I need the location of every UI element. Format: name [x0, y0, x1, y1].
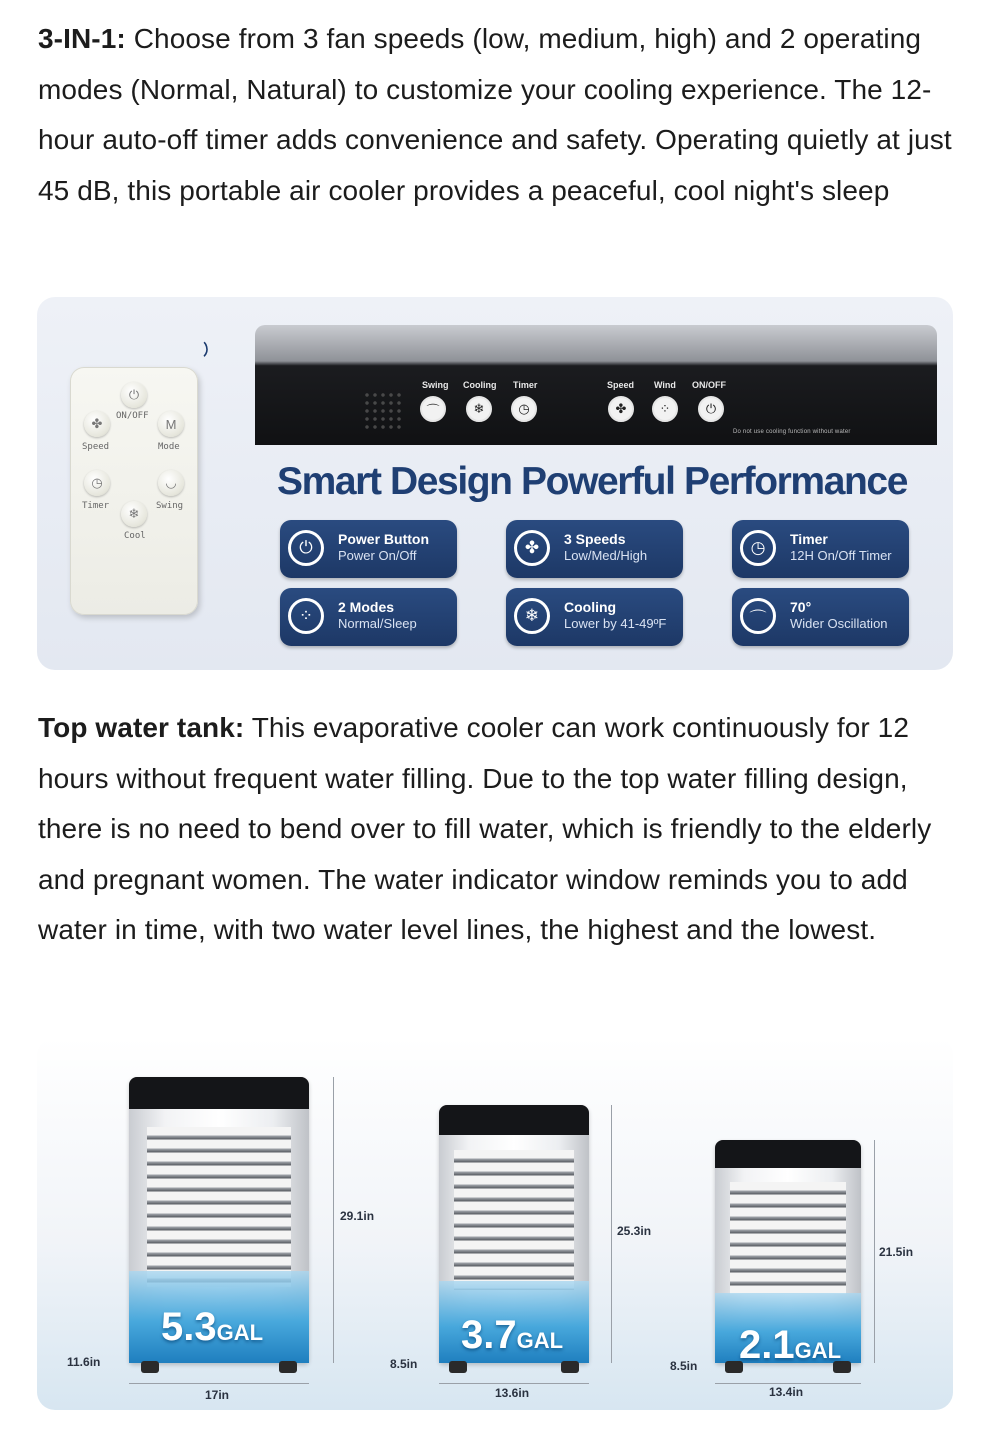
feature-description-water-tank	[38, 703, 958, 956]
feature-pill-modes	[280, 588, 457, 646]
snowflake-icon: ❄	[466, 396, 492, 422]
feature-pill-title: 3 Speeds	[564, 531, 626, 547]
remote-label-cool: Cool	[124, 531, 146, 541]
feature-text-3in1: Choose from 3 fan speeds (low, medium, high) and 2 operating modes (Normal, Natural) to customize your cooling experience. The 12-hour auto-off timer adds convenience and safety. Operating quietly at just 45 dB, this portable air cooler provides a peaceful, cool night's sleep	[38, 23, 952, 206]
remote-label-mode: Mode	[158, 442, 180, 452]
height-line-large	[333, 1077, 334, 1363]
remote-label-timer: Timer	[82, 501, 110, 511]
remote-speed-button-icon: ✤	[84, 411, 110, 437]
feature-pill-title: 2 Modes	[338, 599, 395, 615]
height-line-small	[874, 1140, 875, 1363]
feature-pill-title: 70°	[790, 599, 812, 615]
height-label-large: 29.1in	[340, 1209, 375, 1223]
feature-text-water-tank: This evaporative cooler can work continuously for 12 hours without frequent water filling. Due to the top water filling design, there is no need to bend over to fill water, which is friendly to the elderly and pregnant women. The water indicator window reminds you to add water in time, with two water level lines, the highest and the lowest.	[38, 712, 932, 945]
snowflake-icon: ❄	[514, 598, 550, 634]
capacity-label-large: 5.3GAL	[161, 1305, 264, 1349]
fan-icon: ✤	[608, 396, 634, 422]
depth-label-small: 8.5in	[670, 1359, 698, 1373]
control-panel-graphic	[37, 297, 953, 670]
height-label-small: 21.5in	[879, 1245, 914, 1259]
clock-icon: ◷	[740, 530, 776, 566]
feature-pill-subtitle: 12H On/Off Timer	[790, 548, 892, 563]
remote-label-swing: Swing	[156, 501, 184, 511]
width-label-medium: 13.6in	[495, 1386, 530, 1400]
power-icon: ⏻	[288, 530, 324, 566]
remote-label-onoff: ON/OFF	[116, 411, 149, 421]
wireless-signal-icon: ◝	[187, 336, 218, 367]
remote-power-button-icon: ⏻	[121, 382, 147, 408]
feature-pill-cooling	[506, 588, 683, 646]
width-label-large: 17in	[205, 1388, 230, 1402]
remote-mode-button-icon: M	[158, 411, 184, 437]
feature-pill-timer	[732, 520, 909, 578]
remote-label-speed: Speed	[82, 442, 110, 452]
speaker-grille	[363, 391, 403, 431]
fan-icon: ✤	[514, 530, 550, 566]
feature-pill-title: Timer	[790, 531, 828, 547]
feature-pill-oscillation	[732, 588, 909, 646]
remote-cool-button-icon: ❄	[121, 501, 147, 527]
swing-icon: ⌒	[740, 598, 776, 634]
feature-pill-subtitle: Power On/Off	[338, 548, 417, 563]
panel-label-onoff: ON/OFF	[692, 380, 726, 390]
feature-pill-title: Cooling	[564, 599, 617, 615]
clock-icon: ◷	[511, 396, 537, 422]
feature-pill-speeds	[506, 520, 683, 578]
cooler-top-control-strip	[255, 325, 937, 445]
depth-label-medium: 8.5in	[390, 1357, 418, 1371]
remote-timer-button-icon: ◷	[84, 470, 110, 496]
panel-label-wind: Wind	[654, 380, 676, 390]
width-line-medium	[439, 1383, 589, 1384]
feature-heading-water-tank: Top water tank:	[38, 712, 245, 743]
capacity-label-small: 2.1GAL	[739, 1323, 842, 1367]
panel-label-cooling: Cooling	[463, 380, 497, 390]
feature-pill-power	[280, 520, 457, 578]
feature-pill-subtitle: Normal/Sleep	[338, 616, 417, 631]
feature-pill-subtitle: Lower by 41-49ºF	[564, 616, 667, 631]
depth-label-large: 11.6in	[67, 1355, 101, 1369]
feature-pill-title: Power Button	[338, 531, 429, 547]
feature-pill-subtitle: Wider Oscillation	[790, 616, 888, 631]
dots-icon: ⁘	[288, 598, 324, 634]
feature-pill-subtitle: Low/Med/High	[564, 548, 648, 563]
height-line-medium	[611, 1105, 612, 1363]
panel-label-speed: Speed	[607, 380, 635, 390]
panel-label-swing: Swing	[422, 380, 449, 390]
width-line-large	[129, 1383, 309, 1384]
height-label-medium: 25.3in	[617, 1224, 652, 1238]
width-label-small: 13.4in	[769, 1385, 804, 1399]
panel-label-timer: Timer	[513, 380, 538, 390]
capacity-label-medium: 3.7GAL	[461, 1313, 564, 1357]
size-comparison-graphic	[37, 1037, 953, 1410]
water-warning-text: Do not use cooling function without water	[733, 429, 851, 435]
swing-icon: ⌒	[420, 396, 446, 422]
smart-design-headline: Smart Design Powerful Performance	[277, 460, 907, 503]
feature-heading-3in1: 3-IN-1:	[38, 23, 126, 54]
remote-swing-button-icon: ◡	[158, 470, 184, 496]
power-icon: ⏻	[698, 396, 724, 422]
dots-icon: ⁘	[652, 396, 678, 422]
feature-description-3in1	[38, 14, 958, 216]
width-line-small	[715, 1383, 861, 1384]
